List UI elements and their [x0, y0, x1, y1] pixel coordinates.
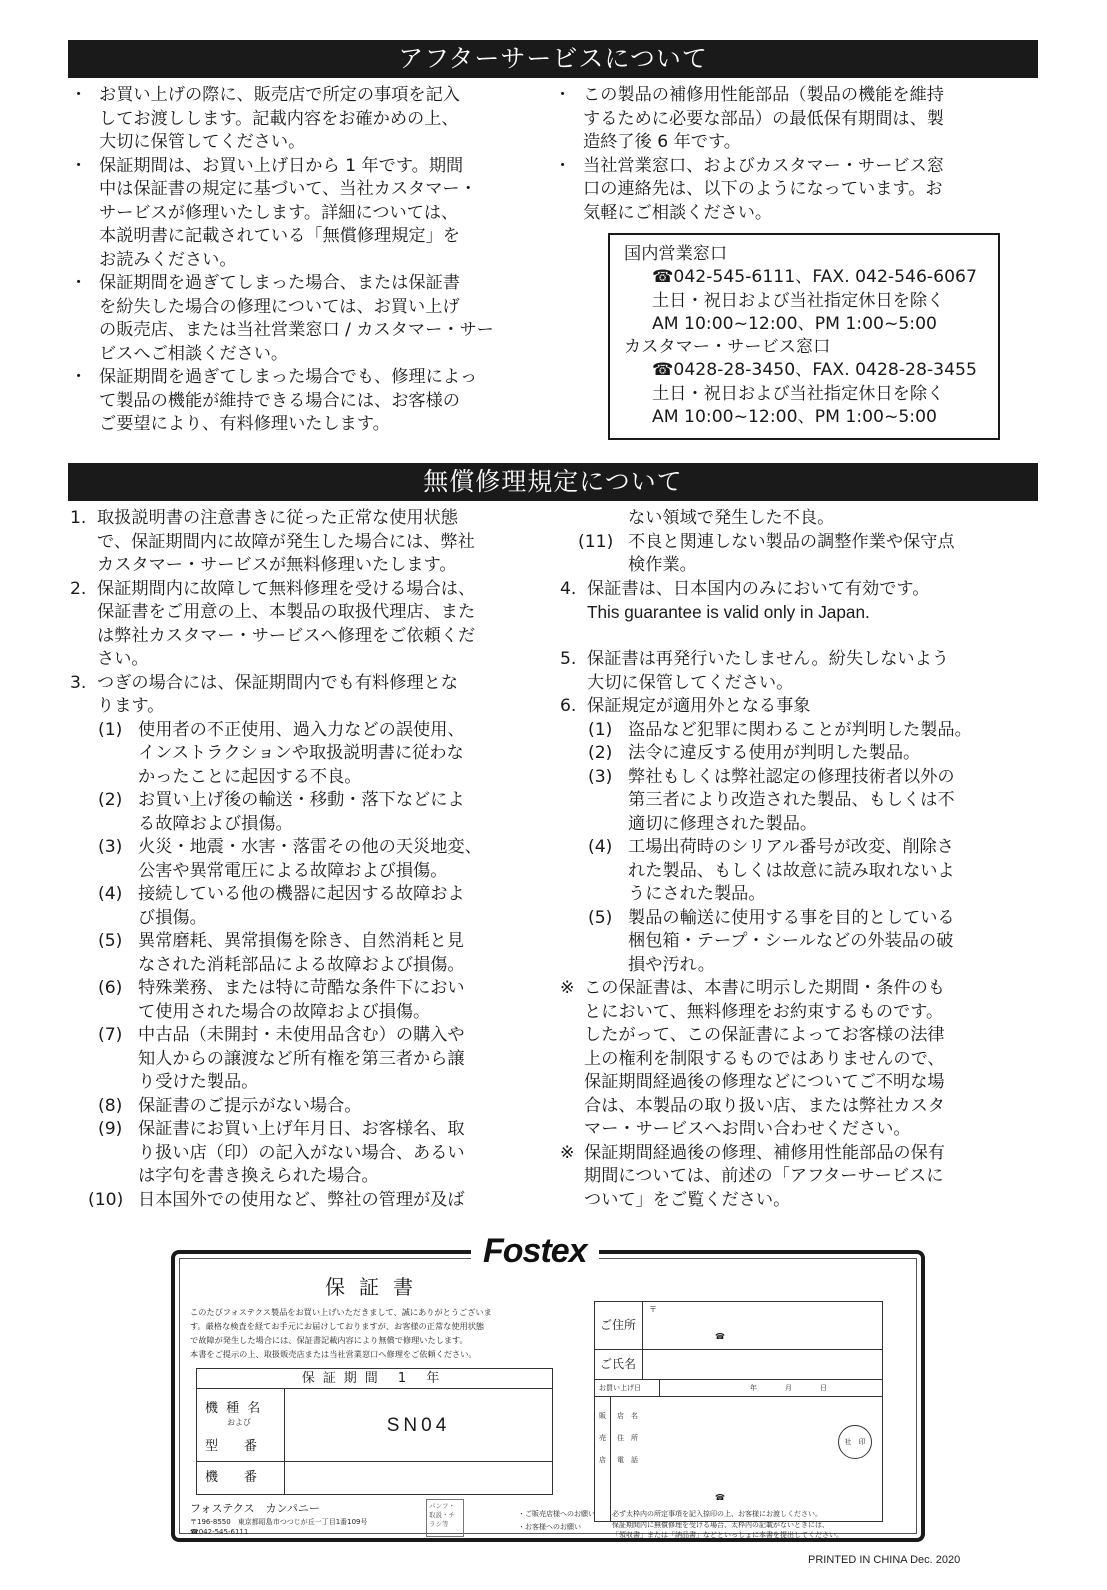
spacer — [560, 625, 1030, 649]
rule-continuation: れた製品、もしくは故意に読み取れないよ — [628, 860, 955, 881]
rule-number: ※ — [560, 1142, 575, 1163]
rule-continuation: 合は、本製品の取り扱い店、または弊社カスタ — [584, 1095, 945, 1116]
rule-item — [70, 1189, 540, 1213]
serial-row — [197, 1462, 552, 1494]
sales-phone-fax: ☎042-545-6111、FAX. 042-546-6067 — [652, 267, 977, 288]
warranty-message-line: このたびフォステクス製品をお買い上げいただきまして、誠にありがとうございま — [190, 1307, 492, 1317]
rule-item — [560, 531, 1030, 555]
rule-item — [70, 1095, 540, 1119]
rule-item — [70, 836, 540, 860]
rule-number: ※ — [560, 978, 575, 998]
bullet-line: してお渡しします。記載内容をお確かめの上、 — [99, 108, 459, 129]
rule-item — [70, 883, 540, 907]
rule-text: 保証書は再発行いたしません。紛失しないよう — [587, 649, 949, 669]
rule-continuation: り受けた製品。 — [138, 1072, 259, 1092]
bullet-line: お読みください。 — [99, 249, 237, 270]
model-label-and: および — [227, 1418, 251, 1427]
rule-text: お買い上げ後の輸送・移動・落下などによ — [138, 790, 465, 810]
rule-text: 保証規定が適用外となる事象 — [587, 696, 811, 716]
rule-continuation: かったことに起因する不良。 — [138, 766, 362, 787]
rule-text: 保証期間経過後の修理、補修用性能部品の保有 — [584, 1142, 945, 1163]
rule-continuation: マー・サービスへお問い合わせください。 — [584, 1119, 911, 1139]
rule-text: 保証書は、日本国内のみにおいて有効です。 — [587, 578, 930, 599]
rule-number: (2) — [588, 743, 613, 763]
shop-notice-label: ・ご販売店様へのお願い — [518, 1510, 595, 1518]
rule-continuation: 検作業。 — [628, 555, 697, 575]
phone-icon: ☎ — [715, 1332, 725, 1341]
shop-phone-label: 電 話 — [617, 1456, 638, 1464]
company-phone: ☎042-545-6111 — [190, 1528, 249, 1536]
purchase-date-label: お買い上げ日 — [599, 1384, 641, 1392]
rule-continuation: 保証期間経過後の修理などについてご不明な場 — [584, 1072, 945, 1092]
free-repair-right-column — [560, 507, 1030, 1212]
rule-text: 異常磨耗、異常損傷を除き、自然消耗と見 — [138, 931, 464, 951]
rule-number: (1) — [98, 719, 123, 740]
rule-continuation: で、保証期間内に故障が発生した場合には、弊社 — [97, 531, 475, 552]
year-label: 年 — [750, 1384, 757, 1392]
customer-table — [594, 1301, 883, 1522]
bullet-item — [70, 84, 530, 155]
rule-item — [70, 507, 540, 531]
purchase-date-row — [595, 1380, 882, 1397]
customer-notice-text-1: 保証期間内に無償修理を受ける場合、太枠内の記載がないときには、 — [612, 1521, 829, 1529]
address-label: ご住所 — [595, 1302, 643, 1349]
rule-item — [560, 766, 1030, 790]
model-label-line2: 型 番 — [205, 1439, 258, 1454]
rule-item — [70, 1024, 540, 1048]
rule-text: 工場出荷時のシリアル番号が改変、削除さ — [628, 837, 954, 857]
serial-label: 機 番 — [197, 1462, 285, 1494]
bullet-line: ・ この製品の補修用性能部品（製品の機能を維持 — [583, 85, 944, 105]
rule-text: 盗品など犯罪に関わることが判明した製品。 — [628, 719, 972, 740]
rule-number: (10) — [88, 1189, 124, 1210]
rule-text: 保証期間内に故障して無料修理を受ける場合は、 — [97, 578, 476, 599]
rule-continuation: 梱包箱・テープ・シールなどの外装品の破 — [628, 931, 954, 951]
after-service-left-column — [70, 84, 530, 437]
rule-continuation: り扱い店（印）の記入がない場合、あるい — [138, 1142, 465, 1163]
model-label-line1: 機 種 名 — [205, 1401, 263, 1416]
rule-item — [560, 836, 1030, 860]
bullet-line: するために必要な部品）の最低保有期間は、製 — [583, 108, 944, 129]
bullet-line: て製品の機能が維持できる場合には、お客様の — [99, 390, 460, 411]
bullet-item — [554, 84, 1014, 155]
warranty-message — [190, 1305, 595, 1361]
rule-continuation: うにされた製品。 — [628, 884, 766, 904]
rule-continuation: る故障および損傷。 — [138, 813, 293, 834]
rule-number: (3) — [588, 766, 613, 787]
bullet-line: サービスが修理いたします。詳細については、 — [99, 202, 459, 223]
rule-text: 日本国外での使用など、弊社の管理が及ば — [138, 1189, 465, 1210]
warranty-period: 保証期間 1 年 — [197, 1369, 552, 1389]
rule-number: (8) — [98, 1095, 123, 1116]
rule-continuation: さい。 — [97, 649, 149, 669]
bullet-line: 造終了後 6 年です。 — [583, 132, 741, 152]
rule-continuation: 知人からの譲渡など所有権を第三者から譲 — [138, 1048, 465, 1069]
after-service-right-column — [554, 84, 1014, 225]
month-label: 月 — [785, 1384, 792, 1392]
sales-window-label: 国内営業窓口 — [624, 244, 728, 264]
rule-number: 2. — [70, 578, 87, 599]
note-item — [560, 977, 1030, 1001]
warranty-title: 保証書 — [325, 1275, 427, 1299]
rule-number: (3) — [98, 837, 123, 857]
bullet-item — [70, 366, 530, 437]
rule-number: (6) — [98, 978, 123, 998]
rule-number: 1. — [70, 508, 87, 528]
rule-text: 特殊業務、または特に苛酷な条件下におい — [138, 978, 465, 998]
rule-continuation: ついて」をご覧ください。 — [584, 1189, 791, 1210]
rule-text: 弊社もしくは弊社認定の修理技術者以外の — [628, 766, 955, 787]
bullet-line: ビスへご相談ください。 — [99, 343, 289, 364]
rule-continuation: 上の権利を制限するものではありませんので、 — [584, 1048, 945, 1069]
model-label — [197, 1389, 285, 1461]
shop-area — [595, 1397, 882, 1521]
rule-continuation: 第三者により改造された製品、もしくは不 — [628, 790, 955, 810]
rule-number: (5) — [588, 907, 613, 928]
rule-item — [70, 1118, 540, 1142]
rule-continuation: ります。 — [97, 696, 165, 716]
rule-number: (9) — [98, 1119, 123, 1139]
sales-hours: AM 10:00~12:00、PM 1:00~5:00 — [652, 313, 937, 334]
customer-service-holidays: 土日・祝日および当社指定休日を除く — [652, 383, 945, 404]
shop-phone-icon: ☎ — [715, 1493, 725, 1502]
name-row — [595, 1350, 882, 1380]
rule-continuation: 大切に保管してください。 — [587, 672, 794, 693]
bullet-line: ・ 保証期間を過ぎてしまった場合、または保証書 — [99, 273, 460, 293]
rule-continuation: び損傷。 — [138, 907, 207, 928]
customer-service-hours: AM 10:00~12:00、PM 1:00~5:00 — [652, 407, 937, 428]
rule-number: (1) — [588, 719, 613, 740]
contact-box — [608, 233, 1000, 440]
rule-item — [70, 719, 540, 743]
model-number: SN04 — [386, 1415, 451, 1436]
rule-text: 接続している他の機器に起因する故障およ — [138, 884, 465, 904]
bullet-line: ・ お買い上げの際に、販売店で所定の事項を記入 — [99, 85, 460, 105]
rule-number: (2) — [98, 790, 123, 810]
rule-continuation: ない領域で発生した不良。 — [628, 508, 835, 528]
rule-item — [560, 907, 1030, 931]
rule-text: つぎの場合には、保証期間内でも有料修理とな — [97, 672, 458, 693]
shop-char: 店 — [599, 1456, 606, 1464]
rule-continuation: は弊社カスタマー・サービスへ修理をご依頼くだ — [97, 625, 476, 646]
rule-item — [70, 578, 540, 602]
purchase-date-divider — [659, 1380, 660, 1396]
bullet-line: 気軽にご相談ください。 — [583, 202, 773, 223]
sales-holidays: 土日・祝日および当社指定休日を除く — [652, 290, 945, 311]
company-name: フォステクス カンパニー — [190, 1502, 320, 1515]
rule-continuation: 保証書をご用意の上、本製品の取扱代理店、また — [97, 602, 476, 622]
customer-service-label: カスタマー・サービス窓口 — [624, 337, 831, 358]
shop-notice-text: 必ず太枠内の所定事項を記入捺印の上、お客様にお渡しください。 — [612, 1510, 822, 1518]
rule-continuation: 公害や異常電圧による故障および損傷。 — [138, 860, 448, 881]
bullet-line: 本説明書に記載されている「無償修理規定」を — [99, 226, 460, 246]
after-service-header: アフターサービスについて — [68, 40, 1038, 78]
postal-mark: 〒 — [649, 1305, 657, 1314]
rule-continuation: て使用された場合の故障および損傷。 — [138, 1001, 431, 1022]
rule-text: 保証書にお買い上げ年月日、お客様名、取 — [138, 1119, 465, 1139]
rule-item — [70, 930, 540, 954]
note-item — [560, 1142, 1030, 1166]
rule-item — [70, 977, 540, 1001]
warranty-message-line: で故障が発生した場合には、保証書記載内容により無償で修理いたします。 — [190, 1335, 468, 1345]
rule-text: 取扱説明書の注意書きに従った正常な使用状態 — [97, 508, 458, 528]
rule-item — [70, 672, 540, 696]
rule-text: 法令に違反する使用が判明した製品。 — [628, 743, 921, 763]
bullet-line: ・ 保証期間は、お買い上げ日から 1 年です。期間 — [99, 155, 464, 176]
rule-text: 使用者の不正使用、過入力などの誤使用、 — [138, 719, 465, 740]
bullet-line: 大切に保管してください。 — [99, 132, 306, 152]
company-stamp: 社 印 — [838, 1425, 872, 1459]
shop-address-label: 住 所 — [617, 1434, 638, 1442]
warranty-message-line: 本書をご提示の上、取扱販売店または当社営業窓口へ修理をご依頼ください。 — [190, 1349, 477, 1359]
bullet-line: を紛失した場合の修理については、お買い上げ — [99, 296, 460, 317]
customer-service-phone-fax: ☎0428-28-3450、FAX. 0428-28-3455 — [652, 360, 977, 381]
rule-number: (5) — [98, 931, 123, 951]
name-label: ご氏名 — [595, 1350, 643, 1379]
shop-char: 販 — [599, 1412, 606, 1420]
bullet-line: ・ 保証期間を過ぎてしまった場合でも、修理によっ — [99, 367, 478, 387]
product-table — [196, 1368, 553, 1495]
customer-notice-label: ・お客様へのお願い — [518, 1523, 581, 1531]
warranty-message-line: す。厳格な検査を経てお手元にお届けしておりますが、お客様の正常な使用状態 — [190, 1321, 485, 1331]
day-label: 日 — [820, 1384, 827, 1392]
printed-in: PRINTED IN CHINA Dec. 2020 — [808, 1554, 961, 1566]
shop-char: 売 — [599, 1434, 606, 1442]
rule-text: 中古品（未開封・未使用品含む）の購入や — [138, 1025, 465, 1045]
recycle-seal: パンフ・取説・チラシ等 — [426, 1499, 464, 1537]
rule-continuation: 期間については、前述の「アフターサービスに — [584, 1166, 944, 1186]
bullet-item — [70, 155, 530, 273]
rule-number: (4) — [98, 884, 123, 904]
bullet-item — [554, 155, 1014, 226]
shop-column — [595, 1397, 611, 1521]
rule-number: 5. — [560, 649, 577, 669]
rule-item — [560, 695, 1030, 719]
bullet-line: の販売店、または当社営業窓口 / カスタマー・サー — [99, 320, 494, 340]
warranty-card — [171, 1232, 925, 1542]
bullet-item — [70, 272, 530, 366]
address-row — [595, 1302, 882, 1350]
bullet-line: ご要望により、有料修理いたします。 — [99, 414, 390, 434]
company-address: 〒196-8550 東京都昭島市つつじが丘一丁目1番109号 — [190, 1518, 368, 1526]
rule-number: 3. — [70, 672, 87, 693]
bullet-line: 口の連絡先は、以下のようになっています。お — [583, 179, 943, 199]
rule-continuation: インストラクションや取扱説明書に従わな — [138, 743, 464, 763]
rule-number: 6. — [560, 696, 577, 716]
rule-item — [560, 578, 1030, 602]
rule-text: この保証書は、本書に明示した期間・条件のも — [584, 978, 945, 998]
rule-continuation: カスタマー・サービスが無料修理いたします。 — [97, 555, 457, 575]
rule-number: (11) — [578, 531, 614, 552]
bullet-line: ・ 当社営業窓口、およびカスタマー・サービス窓 — [583, 155, 944, 176]
rule-item — [560, 719, 1030, 743]
rule-text: 火災・地震・水害・落雷その他の天災地変、 — [138, 837, 482, 857]
rule-continuation: は字句を書き換えられた場合。 — [138, 1166, 379, 1186]
rule-continuation: したがって、この保証書によってお客様の法律 — [584, 1025, 945, 1045]
shop-name-label: 店 名 — [617, 1412, 638, 1420]
rule-number: (4) — [588, 837, 613, 857]
free-repair-header: 無償修理規定について — [68, 463, 1038, 501]
rule-item — [70, 789, 540, 813]
customer-notice-text-2: 「領収書」または「納品書」などといっしょに本書を提出してください。 — [612, 1531, 843, 1539]
rule-continuation: とにおいて、無料修理をお約束するものです。 — [584, 1001, 944, 1022]
rule-number: (7) — [98, 1025, 123, 1045]
rule-continuation: This guarantee is valid only in Japan. — [587, 602, 870, 622]
rule-continuation: なされた消耗部品による故障および損傷。 — [138, 954, 465, 975]
rule-number: 4. — [560, 578, 577, 599]
free-repair-left-column — [70, 507, 540, 1212]
rule-item — [560, 648, 1030, 672]
rule-item — [560, 742, 1030, 766]
rule-text: 製品の輸送に使用する事を目的としている — [628, 907, 955, 928]
fostex-logo: Fostex — [471, 1232, 599, 1271]
bullet-line: 中は保証書の規定に基づいて、当社カスタマー・ — [99, 179, 477, 199]
rule-continuation: 適切に修理された製品。 — [628, 813, 818, 834]
rule-text: 不良と関連しない製品の調整作業や保守点 — [628, 531, 955, 552]
rule-text: 保証書のご提示がない場合。 — [138, 1095, 362, 1116]
model-row — [197, 1389, 552, 1462]
rule-continuation: 損や汚れ。 — [628, 954, 715, 975]
